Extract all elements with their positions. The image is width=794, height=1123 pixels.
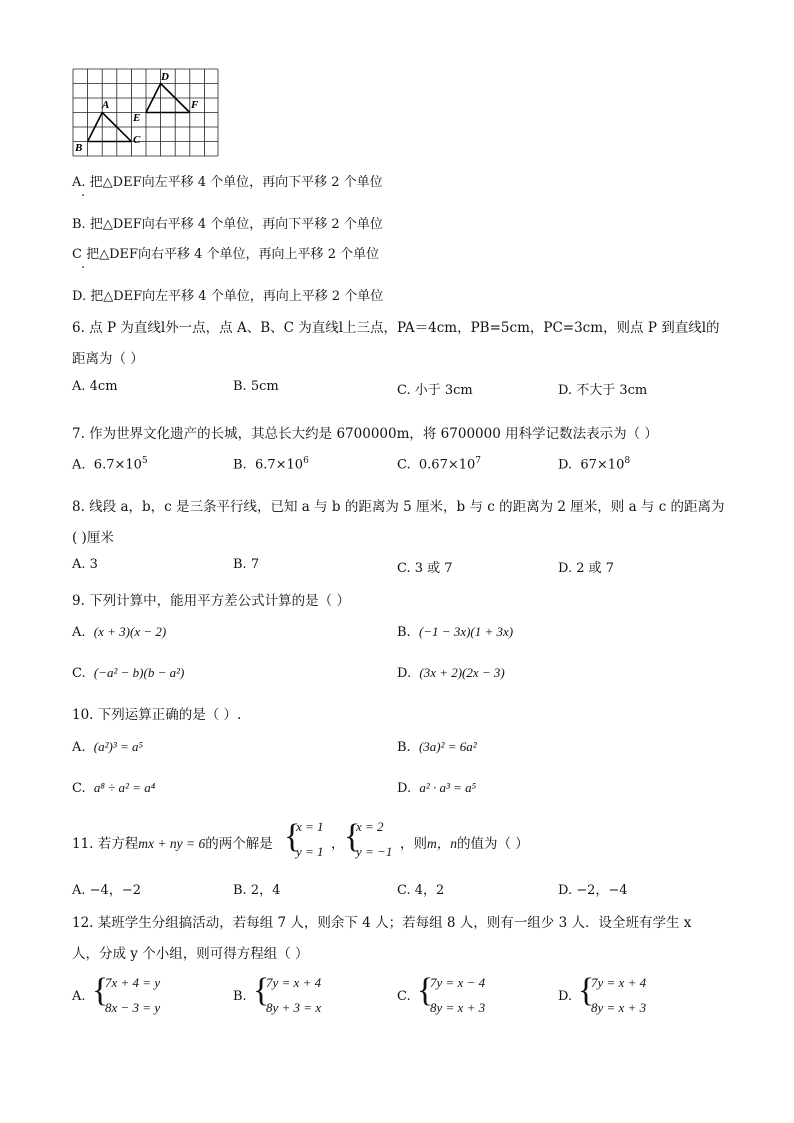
q11-option-c: C. 4，2 bbox=[397, 883, 445, 898]
q7-option-a bbox=[72, 456, 148, 472]
option-letter: A. bbox=[72, 625, 86, 640]
option-eq2: 8x − 3 = y bbox=[105, 1000, 161, 1015]
q7-option-c bbox=[397, 456, 481, 472]
q7-stem: 7. 作为世界文化遗产的长城，其总长大约是 6700000m，将 6700000 用科学记数法表示为（ ） bbox=[72, 426, 658, 442]
option-letter: C. bbox=[72, 781, 86, 796]
option-base: 0.67×10 bbox=[418, 457, 476, 473]
option-eq2: 8y = x + 3 bbox=[591, 1000, 647, 1015]
option-letter: D. bbox=[72, 289, 87, 304]
grid-lines bbox=[73, 69, 218, 156]
q9-option-c bbox=[72, 665, 184, 681]
dot-mark bbox=[82, 194, 84, 196]
q11-sol1-eq2: y = 1 bbox=[296, 844, 324, 859]
option-text: 把△DEF向右平移 4 个单位，再向下平移 2 个单位 bbox=[89, 217, 383, 232]
dot-mark bbox=[82, 266, 84, 268]
q10-option-c bbox=[72, 780, 155, 796]
option-letter: C. bbox=[397, 457, 411, 473]
brace-icon: { bbox=[417, 972, 434, 1009]
option-exp: 7 bbox=[475, 456, 482, 466]
q11-prefix: 11. 若方程 bbox=[72, 836, 139, 852]
q11-mid: 的两个解是 bbox=[205, 836, 273, 852]
option-exp: 5 bbox=[141, 456, 148, 466]
label-b: B bbox=[75, 142, 83, 154]
comma-separator: ， bbox=[331, 836, 345, 852]
q6-option-c: C. 小于 3cm bbox=[397, 383, 473, 398]
q12-stem-line1: 12. 某班学生分组搞活动，若每组 7 人，则余下 4 人；若每组 8 人，则有一组少 3 人．设全班有学生 x bbox=[72, 915, 692, 931]
option-letter: A. bbox=[72, 175, 86, 190]
label-f: F bbox=[191, 99, 199, 111]
option-eq2: 8y = x + 3 bbox=[430, 1000, 486, 1015]
q11-end: 的值为（ ） bbox=[457, 836, 529, 852]
option-expr: a⁸ ÷ a² = a⁴ bbox=[93, 780, 156, 795]
label-e: E bbox=[133, 112, 141, 124]
option-expr: a² · a³ = a⁵ bbox=[419, 780, 477, 795]
option-exp: 6 bbox=[303, 456, 309, 466]
option-letter: B. bbox=[233, 989, 247, 1004]
q9-option-b bbox=[397, 624, 513, 640]
option-eq1: 7y = x + 4 bbox=[266, 975, 322, 990]
q9-stem: 9. 下列计算中，能用平方差公式计算的是（ ） bbox=[72, 593, 350, 609]
q9-option-d bbox=[397, 665, 505, 681]
brace-icon: { bbox=[578, 972, 595, 1009]
q7-option-d bbox=[558, 456, 630, 472]
brace-icon: { bbox=[253, 972, 270, 1009]
q8-option-a: A. 3 bbox=[72, 557, 98, 572]
option-letter: A. bbox=[72, 457, 86, 473]
q11-stem-tail bbox=[400, 832, 529, 852]
option-letter: B. bbox=[233, 457, 247, 473]
option-letter: C. bbox=[72, 666, 86, 681]
q11-suffix: ，则 bbox=[400, 836, 427, 852]
option-text: 把△DEF向左平移 4 个单位，再向上平移 2 个单位 bbox=[90, 289, 384, 304]
option-expr: (−1 − 3x)(1 + 3x) bbox=[418, 624, 514, 639]
option-letter: B. bbox=[397, 740, 411, 755]
brace-icon: { bbox=[92, 972, 109, 1009]
option-letter: B. bbox=[72, 217, 86, 232]
brace-icon: { bbox=[284, 818, 301, 855]
q11-sol2-eq2: y = −1 bbox=[356, 844, 393, 859]
option-letter: A. bbox=[72, 740, 86, 755]
q11-option-d: D. −2，−4 bbox=[558, 883, 628, 898]
option-expr: (3a)² = 6a² bbox=[418, 739, 477, 754]
q10-option-b bbox=[397, 739, 477, 755]
translation-grid-figure bbox=[72, 68, 220, 158]
option-letter: D. bbox=[558, 457, 573, 473]
q11-sol1-eq1: x = 1 bbox=[296, 819, 324, 834]
q6-option-d: D. 不大于 3cm bbox=[558, 383, 648, 398]
option-letter: C. bbox=[397, 989, 411, 1004]
q9-option-a bbox=[72, 624, 166, 640]
q6-option-b: B. 5cm bbox=[233, 379, 279, 394]
q11-vars: m，n bbox=[427, 836, 457, 851]
option-letter: B. bbox=[397, 625, 411, 640]
q6-stem-line1: 6. 点 P 为直线l外一点，点 A、B、C 为直线l上三点，PA＝4cm，PB=5cm，PC=3cm，则点 P 到直线l的 bbox=[72, 320, 720, 336]
option-text: 把△DEF向左平移 4 个单位，再向下平移 2 个单位 bbox=[89, 175, 383, 190]
option-expr: (−a² − b)(b − a²) bbox=[93, 665, 185, 680]
q10-stem: 10. 下列运算正确的是（ ）. bbox=[72, 707, 242, 723]
option-eq2: 8y + 3 = x bbox=[266, 1000, 322, 1015]
option-expr: (a²)³ = a⁵ bbox=[93, 739, 144, 754]
option-exp: 8 bbox=[624, 456, 631, 466]
q5-option-a bbox=[72, 171, 383, 190]
option-letter: C bbox=[72, 247, 82, 262]
q8-stem-line1: 8. 线段 a，b，c 是三条平行线，已知 a 与 b 的距离为 5 厘米，b 与 c 的距离为 2 厘米，则 a 与 c 的距离为 bbox=[72, 499, 725, 515]
option-letter: D. bbox=[397, 666, 412, 681]
q5-option-c bbox=[72, 243, 379, 262]
option-base: 6.7×10 bbox=[93, 457, 142, 473]
q6-stem-line2: 距离为（ ） bbox=[72, 351, 144, 367]
label-c: C bbox=[133, 134, 141, 146]
q10-option-d bbox=[397, 780, 476, 796]
q11-option-b: B. 2，4 bbox=[233, 883, 281, 898]
q8-stem-line2: ( )厘米 bbox=[72, 530, 114, 546]
option-letter: A. bbox=[72, 989, 86, 1004]
q11-sol2-eq1: x = 2 bbox=[356, 819, 384, 834]
option-base: 67×10 bbox=[580, 457, 625, 473]
option-expr: (3x + 2)(2x − 3) bbox=[419, 665, 505, 680]
q10-option-a bbox=[72, 739, 143, 755]
q6-option-a: A. 4cm bbox=[72, 379, 118, 394]
q7-option-b bbox=[233, 456, 309, 472]
option-letter: D. bbox=[558, 989, 573, 1004]
q5-option-b bbox=[72, 213, 383, 232]
label-d: D bbox=[161, 71, 169, 83]
q11-option-a: A. −4，−2 bbox=[72, 883, 141, 898]
option-expr: (x + 3)(x − 2) bbox=[93, 624, 167, 639]
q11-stem bbox=[72, 832, 273, 852]
option-base: 6.7×10 bbox=[254, 457, 304, 473]
option-eq1: 7y = x − 4 bbox=[430, 975, 486, 990]
option-eq1: 7y = x + 4 bbox=[591, 975, 647, 990]
option-eq1: 7x + 4 = y bbox=[105, 975, 161, 990]
option-letter: D. bbox=[397, 781, 412, 796]
brace-icon: { bbox=[344, 818, 361, 855]
q5-option-d bbox=[72, 285, 383, 304]
q8-option-b: B. 7 bbox=[233, 557, 260, 572]
q8-option-c: C. 3 或 7 bbox=[397, 561, 453, 576]
q11-equation: mx + ny = 6 bbox=[138, 836, 206, 851]
q12-stem-line2: 人，分成 y 个小组，则可得方程组（ ） bbox=[72, 946, 309, 962]
q8-option-d: D. 2 或 7 bbox=[558, 561, 615, 576]
label-a: A bbox=[102, 99, 110, 111]
option-text: 把△DEF向右平移 4 个单位，再向上平移 2 个单位 bbox=[86, 247, 380, 262]
